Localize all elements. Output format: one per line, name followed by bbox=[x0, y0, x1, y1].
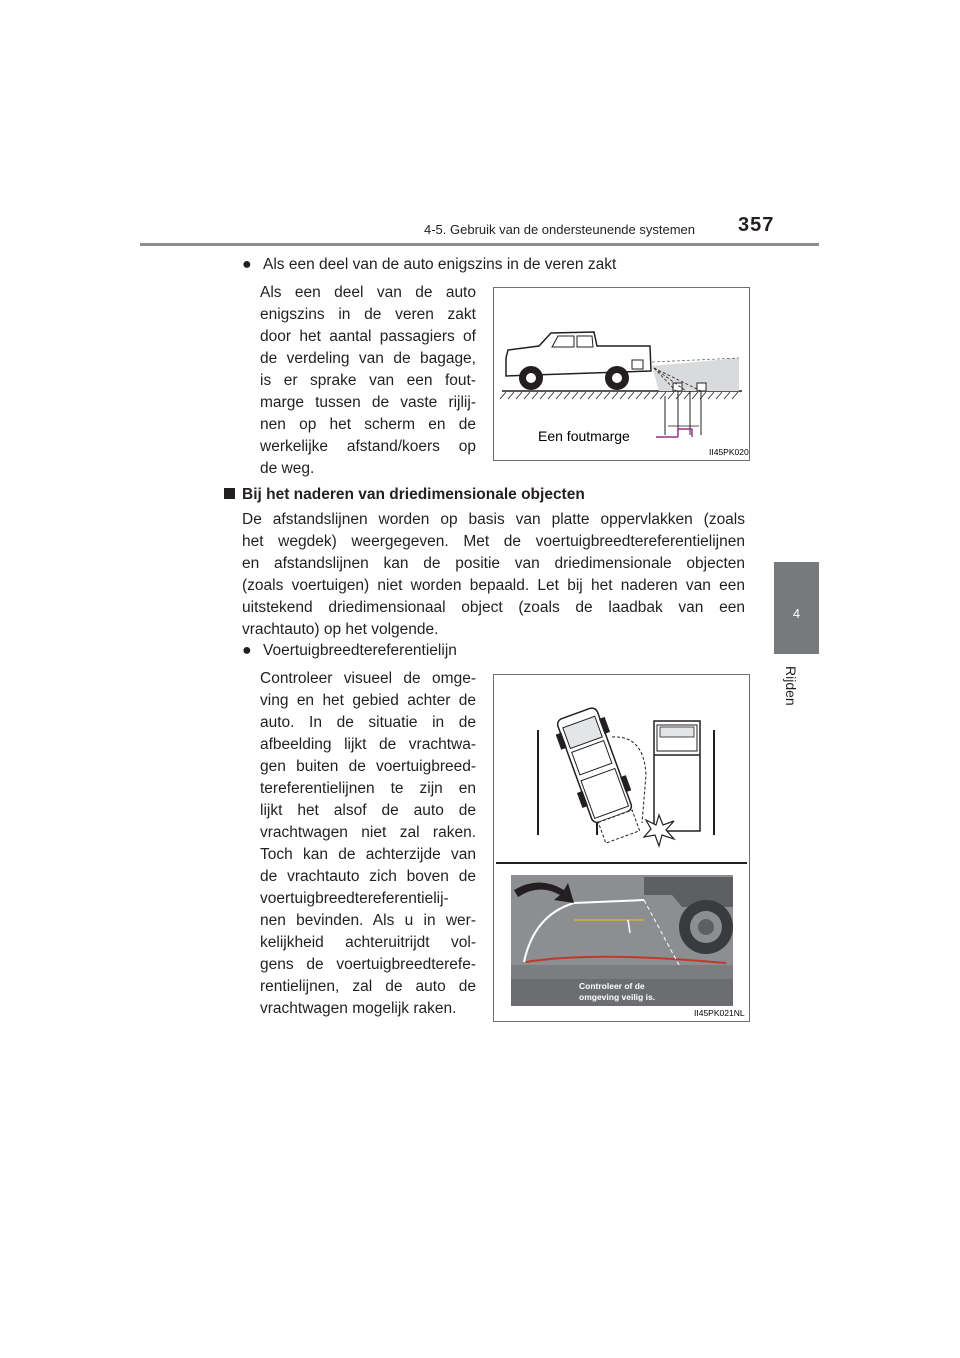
text-line: ving en het gebied achter de bbox=[260, 692, 476, 709]
figure-error-margin bbox=[493, 287, 750, 461]
text-line: enigszins in de veren zakt bbox=[260, 306, 476, 323]
text-line: werkelijke afstand/koers op bbox=[260, 438, 476, 455]
section-paragraph bbox=[242, 509, 745, 641]
section-heading bbox=[224, 484, 744, 505]
text-line: voertuigbreedtereferentielij- bbox=[260, 890, 449, 907]
bullet2-paragraph bbox=[260, 668, 476, 1020]
text-line: lijkt het alsof de auto de bbox=[260, 802, 476, 819]
header-section-title: 4-5. Gebruik van de ondersteunende systemen bbox=[424, 222, 696, 237]
text-line: de vrachtauto zich boven de bbox=[260, 868, 476, 885]
text-line: is er sprake van een fout- bbox=[260, 372, 476, 389]
text-line: auto. In de situatie in de bbox=[260, 714, 476, 731]
figure-width-reference bbox=[493, 674, 750, 1022]
text-line: tereferentielijnen te zijn en bbox=[260, 780, 476, 797]
text-line: uitstekend driedimensionaal object (zoals de laadbak van een bbox=[242, 599, 745, 616]
parking-illustration bbox=[494, 675, 749, 1021]
square-bullet-icon bbox=[224, 488, 235, 499]
text-line: vrachtwagen niet zal raken. bbox=[260, 824, 476, 841]
text-line: vrachtauto) op het volgende. bbox=[242, 621, 439, 638]
text-line: gens de voertuigbreedterefe- bbox=[260, 956, 476, 973]
text-line: Toch kan de achterzijde van bbox=[260, 846, 476, 863]
text-line: (zoals voertuigen) niet worden bepaald. Let bij het naderen van een bbox=[242, 577, 745, 594]
text-line: vrachtwagen mogelijk raken. bbox=[260, 1000, 457, 1017]
header-rule bbox=[140, 243, 819, 246]
text-line: Controleer visueel de omge- bbox=[260, 670, 476, 687]
text-line: gen buiten de voertuigbreed- bbox=[260, 758, 476, 775]
section-heading-text: Bij het naderen van driedimensionale objecten bbox=[242, 486, 585, 503]
text-line: kelijkheid achteruitrijdt vol- bbox=[260, 934, 476, 951]
screen-caption-line-2: omgeving veilig is. bbox=[579, 992, 656, 1002]
text-line: de weg. bbox=[260, 460, 315, 477]
bullet-icon: ● bbox=[242, 642, 252, 659]
text-line: rentielijnen, zal de auto de bbox=[260, 978, 476, 995]
text-line: De afstandslijnen worden op basis van platte oppervlakken (zoals bbox=[242, 511, 745, 528]
bullet-title: Als een deel van de auto enigszins in de veren zakt bbox=[263, 256, 617, 273]
truck-error-margin-illustration bbox=[494, 288, 749, 460]
page-number: 357 bbox=[738, 214, 775, 236]
bullet1-paragraph bbox=[260, 282, 476, 480]
text-line: afbeelding lijkt de vrachtwa- bbox=[260, 736, 476, 753]
text-line: en afstandslijnen kan de positie van driedimensionale objecten bbox=[242, 555, 745, 572]
bullet-title: Voertuigbreedtereferentielijn bbox=[263, 642, 457, 659]
chapter-number: 4 bbox=[792, 606, 801, 621]
text-line: door het aantal passagiers of bbox=[260, 328, 476, 345]
figure-code: II45PK020 bbox=[709, 447, 749, 457]
text-line: Als een deel van de auto bbox=[260, 284, 476, 301]
figure-code: II45PK021NL bbox=[694, 1008, 745, 1018]
figure-label: Een foutmarge bbox=[538, 428, 630, 444]
text-line: nen op het scherm en de bbox=[260, 416, 476, 433]
bullet-icon: ● bbox=[242, 256, 252, 273]
bullet-item-width-line bbox=[242, 640, 702, 661]
text-line: de verdeling van de bagage, bbox=[260, 350, 476, 367]
bullet-item-suspension bbox=[242, 254, 702, 275]
screen-caption-line-1: Controleer of de bbox=[579, 981, 645, 991]
text-line: het wegdek) weergegeven. Met de voertuigbreedtereferentielijnen bbox=[242, 533, 745, 550]
text-line: nen bevinden. Als u in wer- bbox=[260, 912, 476, 929]
text-line: marge tussen de vaste rijlij- bbox=[260, 394, 476, 411]
chapter-label: Rijden bbox=[783, 666, 799, 706]
